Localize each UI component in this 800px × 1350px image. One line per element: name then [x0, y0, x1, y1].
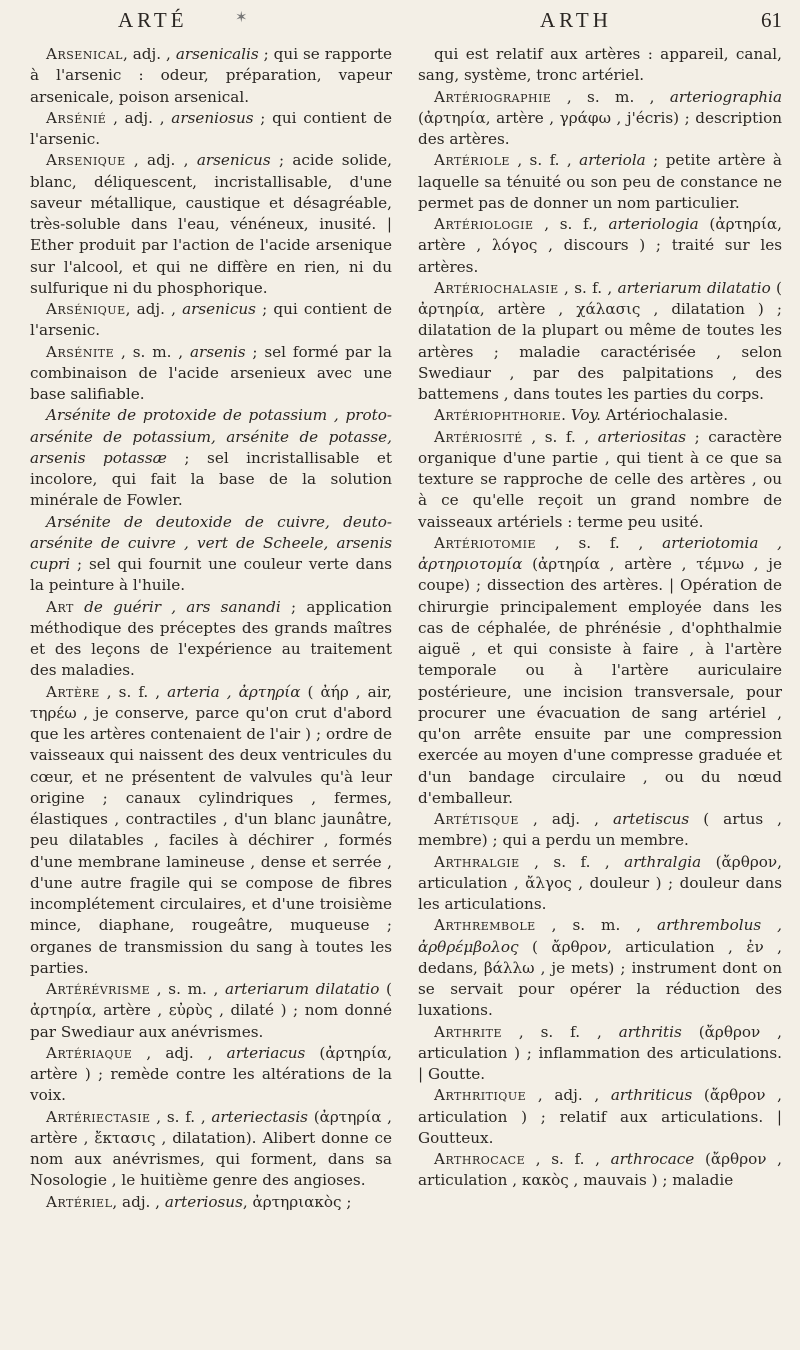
entry-latin: arteriarum dilatatio [224, 980, 380, 998]
entry-definition: ( ἄρθρον, articulation , ἐν , dedans, βάλλω , je mets) ; instrument dont on se servait pour opérer la réduction des luxations. [418, 937, 782, 1020]
entry-headword: Artériaque [46, 1043, 133, 1062]
running-title-left: ARTÉ [118, 8, 188, 32]
dictionary-entry [418, 150, 782, 214]
entry-headword: Artériel [46, 1192, 113, 1211]
entry-latin: arseniosus [171, 108, 254, 127]
entry-headword: Artériectasie [46, 1107, 151, 1126]
entry-latin: arteriographia [669, 87, 782, 106]
entry-latin: artetiscus [612, 810, 690, 828]
entry-headword: Artériochalasie [434, 278, 559, 297]
entry-headword: Artériologie [434, 215, 534, 233]
entry-headword: Arsénite de protoxide de potassium , proto-arsénite de potassium, arsénite de potasse, arsenis potassæ [30, 406, 392, 467]
entry-headword: Arthralgie [434, 852, 520, 871]
entry-latin: arteriectasis [211, 1107, 308, 1126]
dictionary-entry [418, 405, 782, 426]
entry-latin: arteriositas [597, 427, 687, 446]
dictionary-entry [418, 533, 782, 809]
entry-grammar: , adj. , [112, 1192, 165, 1211]
entry-latin: arthralgia [624, 852, 702, 871]
dictionary-entry [418, 44, 782, 87]
entry-definition: ; sel incristallisable et incolore, qui fait la base de la solution minérale de Fowler. [30, 448, 392, 510]
entry-headword: Arsénié [46, 108, 107, 127]
entry-definition: (ἄρθρον, articulation , ἄλγος , douleur ) ; douleur dans les articulations. [418, 852, 782, 913]
dictionary-entry [30, 150, 392, 299]
entry-headword: Arsénique [46, 300, 126, 318]
dictionary-entry [30, 405, 392, 511]
page-header [0, 2, 800, 40]
entry-grammar: , s. f. , [150, 1107, 212, 1126]
entry-grammar: , s. f. , [509, 151, 580, 170]
dictionary-entry [30, 682, 392, 980]
dictionary-entry [418, 278, 782, 406]
entry-headword: Artériophthorie [434, 406, 562, 425]
entry-grammar: , s. f. , [99, 682, 168, 701]
entry-grammar: , adj. , [122, 45, 176, 63]
dictionary-entry [30, 44, 392, 108]
entry-latin: arteriosus [164, 1192, 243, 1211]
entry-headword: Arthrocace [434, 1150, 526, 1168]
dictionary-entry [30, 1192, 392, 1213]
entry-definition: (ἄρθρον , articulation , κακὸς , mauvais ) ; maladie [418, 1150, 782, 1190]
entry-grammar: , s. f. , [501, 1022, 619, 1041]
entry-grammar: , s. f. , [536, 533, 663, 552]
entry-definition: ; application méthodique des préceptes des grands maîtres et des leçons de l'expérience au traitement des maladies. [30, 597, 392, 680]
entry-headword: Arsénite [46, 342, 115, 361]
dictionary-entry [30, 1107, 392, 1192]
entry-definition: ; acide solide, blanc, déliquescent, incristallisable, d'une saveur métallique, caustique et désagréable, très-soluble dans l'eau, vénéneux, inusité. | Ether produit par l'action de l'acide arsenique sur l'alcool, et qui ne diffère en rien, ni du sulfurique ni du phosphorique. [30, 151, 392, 297]
entry-definition: ; petite artère à laquelle sa ténuité ou son peu de constance ne permet pas de donner un nom particulier. [418, 151, 782, 212]
entry-headword: Arthrembole [434, 916, 536, 935]
entry-definition: , ἀρτηριακὸς ; [242, 1192, 352, 1211]
entry-definition: ; sel qui fournit une couleur verte dans la peinture à l'huile. [30, 555, 392, 595]
entry-definition: ; qui contient de l'arsenic. [30, 108, 392, 148]
entry-definition: (ἀρτηρία, artère , γράφω , j'écris) ; description des artères. [418, 108, 782, 148]
entry-latin: arteriarum dilatatio [617, 278, 771, 297]
entry-grammar: , adj. , [125, 300, 183, 318]
entry-grammar: , s. m. , [150, 980, 225, 998]
entry-headword: Arsenical [46, 45, 123, 63]
dictionary-entry [418, 427, 782, 533]
entry-grammar: , s. f. , [525, 1150, 611, 1168]
entry-grammar: , adj. , [106, 108, 172, 127]
entry-grammar: , s. f., [533, 215, 609, 233]
dictionary-entry [418, 809, 782, 852]
entry-grammar: , adj. , [526, 1086, 611, 1105]
entry-headword: Artériole [434, 151, 510, 170]
entry-headword: Artérévrisme [46, 980, 151, 998]
entry-latin: arthritis [618, 1022, 682, 1041]
entry-definition: ( ἀρτηρία, artère , εὐρὺς , dilaté ) ; nom donné par Swediaur aux anévrismes. [30, 980, 392, 1041]
entry-headword: Arthrite [434, 1022, 502, 1041]
dictionary-entry [418, 1022, 782, 1086]
entry-grammar: , s. f. , [519, 852, 625, 871]
entry-grammar: , s. f. , [558, 278, 618, 297]
decorative-star-icon: ✶ [235, 10, 248, 26]
entry-latin: arthrembolus , ἀρθρέμβολος [418, 916, 782, 956]
entry-definition: (ἀρτηρία , artère , ἔκτασις , dilatation). Alibert donne ce nom aux anévrismes, qui forment, dans sa Nosologie , le huitième genre des angioses. [30, 1107, 392, 1190]
entry-definition: ( ἀρτηρία, artère , χάλασις , dilatation ) ; dilatation de la plupart ou même de toutes les artères ; maladie caractérisée , selon Swediaur , par des palpitations , des battemens , dans toutes les parties du corps. [418, 278, 782, 403]
entry-definition: ; sel formé par la combinaison de l'acide arsenieux avec une base salifiable. [30, 342, 392, 403]
entry-grammar: , adj. , [132, 1043, 227, 1062]
running-title-right: ARTH [540, 8, 612, 32]
left-column [30, 44, 392, 1213]
entry-latin: arthrocace [610, 1150, 695, 1168]
entry-headword: Art [46, 597, 74, 616]
entry-headword: Artériographie [434, 87, 552, 106]
page-number: 61 [761, 8, 782, 32]
entry-definition: ; qui se rapporte à l'arsenic : odeur, préparation, vapeur arsenicale, poison arsenical. [30, 45, 393, 106]
entry-latin: arteriola [579, 151, 646, 170]
entry-grammar [74, 598, 84, 616]
entry-definition: (ἀρτηρία, artère ) ; remède contre les altérations de la voix. [30, 1043, 393, 1105]
entry-grammar: , adj. , [518, 810, 613, 828]
entry-headword: Artétisque [434, 810, 519, 828]
dictionary-entry [30, 1043, 392, 1107]
dictionary-entry [418, 1149, 782, 1192]
entry-grammar: , s. m. , [551, 87, 670, 106]
dictionary-entry [30, 512, 392, 597]
entry-headword: Artériosité [434, 427, 523, 446]
dictionary-entry [418, 87, 782, 151]
entry-headword: Artériotomie [434, 533, 537, 552]
entry-latin: de guérir , ars sanandi [84, 597, 281, 616]
entry-latin: arteria , ἀρτηρία [167, 682, 301, 701]
dictionary-entry [30, 979, 392, 1043]
entry-latin: arsenicalis [175, 45, 259, 63]
entry-headword: Arthritique [434, 1086, 527, 1105]
entry-latin: arthriticus [610, 1086, 693, 1105]
entry-headword: Arsénite de deutoxide de cuivre, deuto-arsénite de cuivre , vert de Scheele, arsenis cupri [30, 512, 392, 573]
entry-latin: arteriologia [608, 215, 699, 233]
entry-definition: (ἄρθρον , articulation ) ; inflammation des articulations. | Goutte. [418, 1022, 782, 1083]
dictionary-entry [418, 214, 782, 278]
dictionary-entry [418, 1085, 782, 1149]
entry-grammar: . [561, 406, 571, 425]
dictionary-entry [30, 108, 392, 151]
entry-definition: ( artus , membre) ; qui a perdu un membre. [418, 810, 783, 850]
entry-latin: arteriotomia , ἀρτηριοτομία [418, 533, 782, 573]
dictionary-entry [418, 915, 782, 1021]
entry-definition: (ἀρτηρία, artère , λόγος , discours ) ; traité sur les artères. [418, 215, 782, 276]
entry-definition: ( ἀήρ , air, τηρέω , je conserve, parce qu'on crut d'abord que les artères contenaient de l'air ) ; ordre de vaisseaux qui naissent des deux ventricules du cœur, et ne présentent de valvules qu'à leur origine ; canaux cylindriques , fermes, élastiques , contractiles , d'un blanc jaunâtre, peu dilatables , faciles à déchirer , formés d'une membrane lamineuse , dense et serrée , d'une autre fragile qui se compose de fibres incomplétement circulaires, et d'une troisième mince, diaphane, rougeâtre, muqueuse ; organes de transmission du sang à toutes les parties. [30, 682, 392, 977]
entry-latin: arteriacus [226, 1043, 306, 1062]
entry-grammar: , s. f. , [522, 427, 598, 446]
entry-latin: arsenicus [196, 151, 271, 170]
entry-definition: (ἄρθρον , articulation ) ; relatif aux articulations. | Goutteux. [418, 1086, 783, 1147]
entry-definition: ; qui contient de l'arsenic. [30, 300, 393, 340]
entry-grammar: , s. m. , [114, 342, 190, 361]
entry-latin: Voy. [570, 406, 601, 425]
right-column [418, 44, 782, 1192]
entry-definition: Artériochalasie. [600, 406, 729, 425]
entry-latin: arsenis [190, 342, 246, 361]
dictionary-entry [30, 597, 392, 682]
entry-grammar: , s. m. , [535, 916, 658, 935]
entry-definition: ; caractère organique d'une partie , qui tient à ce que sa texture se rapproche de celle des artères , ou à ce qu'elle reçoit un grand nombre de vaisseaux artériels : terme peu usité. [418, 427, 783, 531]
entry-grammar: , adj. , [125, 151, 197, 170]
entry-definition: qui est relatif aux artères : appareil, canal, sang, système, tronc artériel. [418, 45, 782, 85]
entry-latin: arsenicus [182, 300, 256, 318]
dictionary-entry [418, 852, 782, 916]
entry-headword: Artère [46, 682, 100, 701]
dictionary-entry [30, 299, 392, 342]
dictionary-entry [30, 342, 392, 406]
entry-definition: (ἀρτηρία , artère , τέμνω , je coupe) ; dissection des artères. | Opération de chirurgie principalement employée dans les cas de céphalée, de phrénésie , d'ophthalmie aiguë , et qui consiste à faire , à l'artère temporale ou à l'artère auriculaire postérieure, une incision transversale, pour procurer une évacuation de sang artériel , qu'on arrête ensuite par une compression exercée au moyen d'une compresse graduée et d'un bandage circulaire , ou du nœud d'emballeur. [418, 555, 782, 807]
entry-headword: Arsenique [46, 151, 126, 170]
